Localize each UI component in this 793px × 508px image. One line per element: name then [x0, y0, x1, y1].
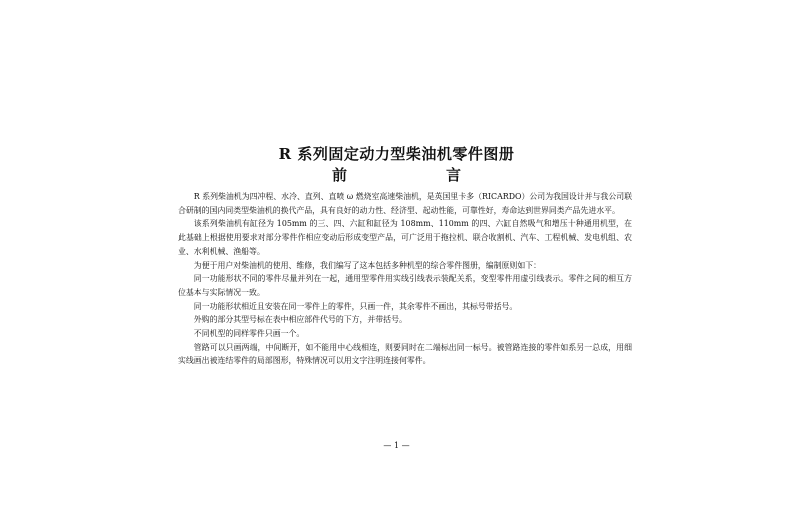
document-title: R 系列固定动力型柴油机零件图册	[278, 145, 515, 163]
page-number: — 1 —	[383, 441, 410, 450]
paragraph: 同一功能形状相近且安装在同一零件上的零件，只画一件，其余零件不画出，其标号带括号。	[193, 301, 518, 311]
preface-body	[178, 190, 632, 368]
paragraph: 该系列柴油机有缸径为 105mm 的三、四、六缸和缸径为 108mm、110mm 的四、六缸自然吸气和增压十种通用机型，在此基础上根据使用要求对部分零件作相应变动后形成变型产品，可广泛用于拖拉机、联合收割机、汽车、工程机械、发电机组、农业、水利机械、渔船等。	[178, 219, 632, 256]
paragraph: 外购的部分其型号标在表中相应部件代号的下方，并带括号。	[193, 315, 407, 325]
paragraph: 为便于用户对柴油机的使用、维修，我们编写了这本包括多种机型的综合零件图册，编制原则如下：	[193, 260, 541, 270]
preface-heading: 前 言	[331, 166, 503, 184]
paragraph: R 系列柴油机为四冲程、水冷、直列、直喷 ω 燃烧室高速柴油机，是英国里卡多（RICARDO）公司为我国设计并与我公司联合研制的国内同类型柴油机的换代产品，具有良好的动力性、经济型、起动性能，可靠性好，寿命达到世界同类产品先进水平。	[178, 192, 632, 215]
paragraph: 管路可以只画两端，中间断开，如不能用中心线相连，则要同时在二端标出同一标号。被管路连接的零件如系另一总成，用细实线画出被连结零件的局部图形，特殊情况可以用文字注明连接何零件。	[178, 342, 632, 366]
paragraph: 不同机型的同样零件只画一个。	[193, 329, 305, 339]
paragraph: 同一功能形状不同的零件尽量并列在一起，通用型零件用实线引线表示装配关系，变型零件用虚引线表示。零件之间的相互方位基本与实际情况一致。	[178, 274, 632, 297]
